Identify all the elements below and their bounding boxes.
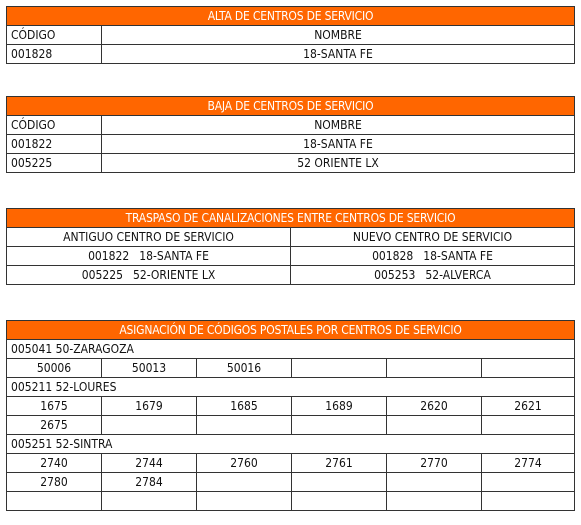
postal-code-cell: 1675 (7, 397, 102, 416)
postal-code-cell: 2744 (102, 454, 197, 473)
postal-code-cell: 2784 (102, 473, 197, 492)
postal-code-cell (387, 416, 482, 435)
new-name: 52-ALVERCA (425, 268, 491, 282)
postal-code-cell (292, 416, 387, 435)
postal-code-cell (482, 416, 575, 435)
postal-code-cell: 2761 (292, 454, 387, 473)
old-code: 001822 (88, 249, 130, 263)
postal-code-cell (292, 473, 387, 492)
baja-col-name: NOMBRE (102, 116, 575, 135)
group-label-row (7, 378, 575, 397)
baja-name-cell: 18-SANTA FE (102, 135, 575, 154)
postal-code-cell (387, 492, 482, 511)
alta-table (6, 6, 575, 64)
group-label-row (7, 435, 575, 454)
postal-code-cell (292, 359, 387, 378)
alta-col-code: CÓDIGO (7, 26, 102, 45)
postal-code-cell: 50013 (102, 359, 197, 378)
postal-code-cell: 2760 (197, 454, 292, 473)
postal-code-cell: 2770 (387, 454, 482, 473)
postal-code-cell: 50016 (197, 359, 292, 378)
table-row (7, 247, 575, 266)
postal-code-cell: 2740 (7, 454, 102, 473)
baja-title: BAJA DE CENTROS DE SERVICIO (7, 97, 575, 116)
traspaso-new-cell (291, 247, 575, 266)
asignacion-table (6, 320, 575, 511)
group-label-row (7, 340, 575, 359)
new-code: 005253 (374, 268, 416, 282)
postal-code-cell: 1689 (292, 397, 387, 416)
baja-col-code: CÓDIGO (7, 116, 102, 135)
postal-code-cell: 50006 (7, 359, 102, 378)
postal-code-cell (482, 492, 575, 511)
postal-code-cell: 2620 (387, 397, 482, 416)
postal-code-cell: 2780 (7, 473, 102, 492)
new-code: 001828 (372, 249, 414, 263)
table-row (7, 454, 575, 473)
traspaso-col-old: ANTIGUO CENTRO DE SERVICIO (7, 228, 291, 247)
traspaso-old-cell (7, 247, 291, 266)
baja-name-cell: 52 ORIENTE LX (102, 154, 575, 173)
postal-code-cell (482, 473, 575, 492)
postal-code-cell: 2675 (7, 416, 102, 435)
postal-code-cell (482, 359, 575, 378)
old-name: 18-SANTA FE (139, 249, 209, 263)
table-row (7, 473, 575, 492)
postal-code-cell (102, 416, 197, 435)
traspaso-old-cell (7, 266, 291, 285)
group-label: 005211 52-LOURES (7, 378, 575, 397)
traspaso-col-new: NUEVO CENTRO DE SERVICIO (291, 228, 575, 247)
table-row (7, 154, 575, 173)
postal-code-cell (197, 416, 292, 435)
postal-code-cell: 2774 (482, 454, 575, 473)
table-row (7, 359, 575, 378)
group-label: 005251 52-SINTRA (7, 435, 575, 454)
postal-code-cell: 1679 (102, 397, 197, 416)
alta-name-cell: 18-SANTA FE (102, 45, 575, 64)
postal-code-cell (387, 473, 482, 492)
alta-code-cell: 001828 (7, 45, 102, 64)
postal-code-cell (197, 473, 292, 492)
traspaso-new-cell (291, 266, 575, 285)
postal-code-cell: 1685 (197, 397, 292, 416)
alta-title: ALTA DE CENTROS DE SERVICIO (7, 7, 575, 26)
traspaso-title: TRASPASO DE CANALIZACIONES ENTRE CENTROS DE SERVICIO (7, 209, 575, 228)
baja-code-cell: 001822 (7, 135, 102, 154)
postal-code-cell (102, 492, 197, 511)
asignacion-title: ASIGNACIÓN DE CÓDIGOS POSTALES POR CENTROS DE SERVICIO (7, 321, 575, 340)
postal-code-cell (387, 359, 482, 378)
traspaso-table (6, 208, 575, 285)
baja-code-cell: 005225 (7, 154, 102, 173)
old-code: 005225 (81, 268, 123, 282)
baja-table (6, 96, 575, 173)
new-name: 18-SANTA FE (423, 249, 493, 263)
postal-code-cell (292, 492, 387, 511)
postal-code-cell (197, 492, 292, 511)
postal-code-cell: 2621 (482, 397, 575, 416)
table-row (7, 397, 575, 416)
alta-col-name: NOMBRE (102, 26, 575, 45)
postal-code-cell (7, 492, 102, 511)
table-row (7, 45, 575, 64)
old-name: 52-ORIENTE LX (132, 268, 216, 282)
table-row (7, 135, 575, 154)
table-row (7, 416, 575, 435)
table-row (7, 266, 575, 285)
table-row (7, 492, 575, 511)
group-label: 005041 50-ZARAGOZA (7, 340, 575, 359)
